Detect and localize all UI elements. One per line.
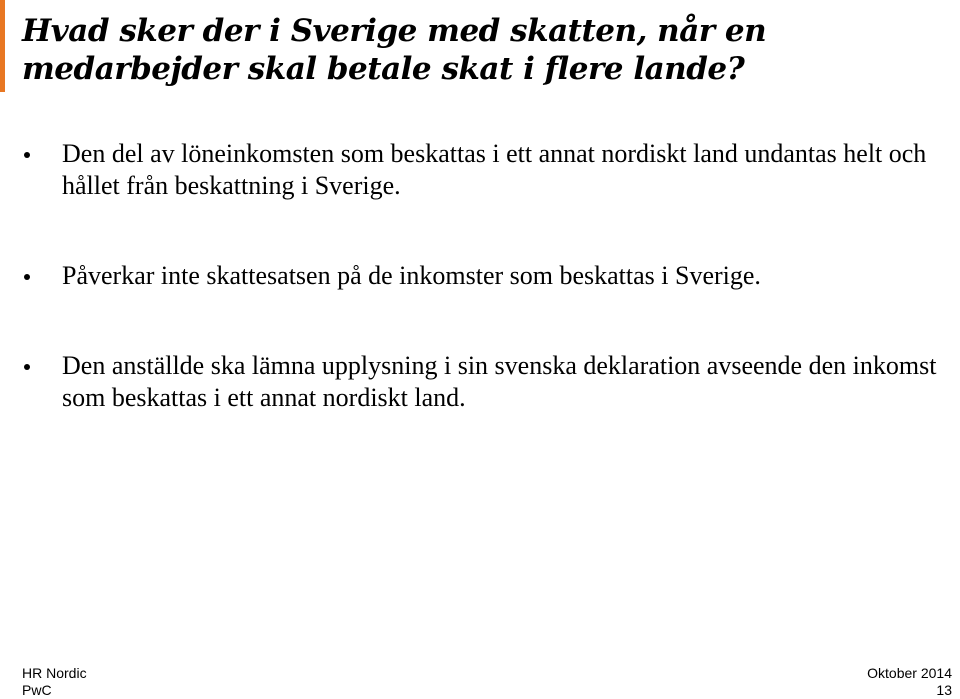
title-accent-bar — [0, 0, 5, 92]
bullet-text: Påverkar inte skattesatsen på de inkomster som beskattas i Sverige. — [62, 261, 761, 290]
footer-page-number: 13 — [936, 682, 952, 698]
bullet-dot-icon — [24, 274, 30, 280]
bullet-item — [22, 138, 947, 202]
bullet-text: Den del av löneinkomsten som beskattas i ett annat nordiskt land undantas helt och hållet från beskattning i Sverige. — [62, 139, 927, 200]
bullet-dot-icon — [24, 364, 30, 370]
slide-title: Hvad sker der i Sverige med skatten, når en medarbejder skal betale skat i flere lande? — [22, 13, 767, 87]
bullet-item — [22, 350, 947, 414]
bullet-dot-icon — [24, 152, 30, 158]
bullet-item — [22, 260, 947, 292]
footer-date: Oktober 2014 — [867, 665, 952, 681]
footer-department: HR Nordic — [22, 665, 87, 681]
bullet-list — [22, 138, 947, 414]
bullet-text: Den anställde ska lämna upplysning i sin svenska deklaration avseende den inkomst som beskattas i ett annat nordiskt land. — [62, 351, 937, 412]
footer-company: PwC — [22, 682, 52, 698]
